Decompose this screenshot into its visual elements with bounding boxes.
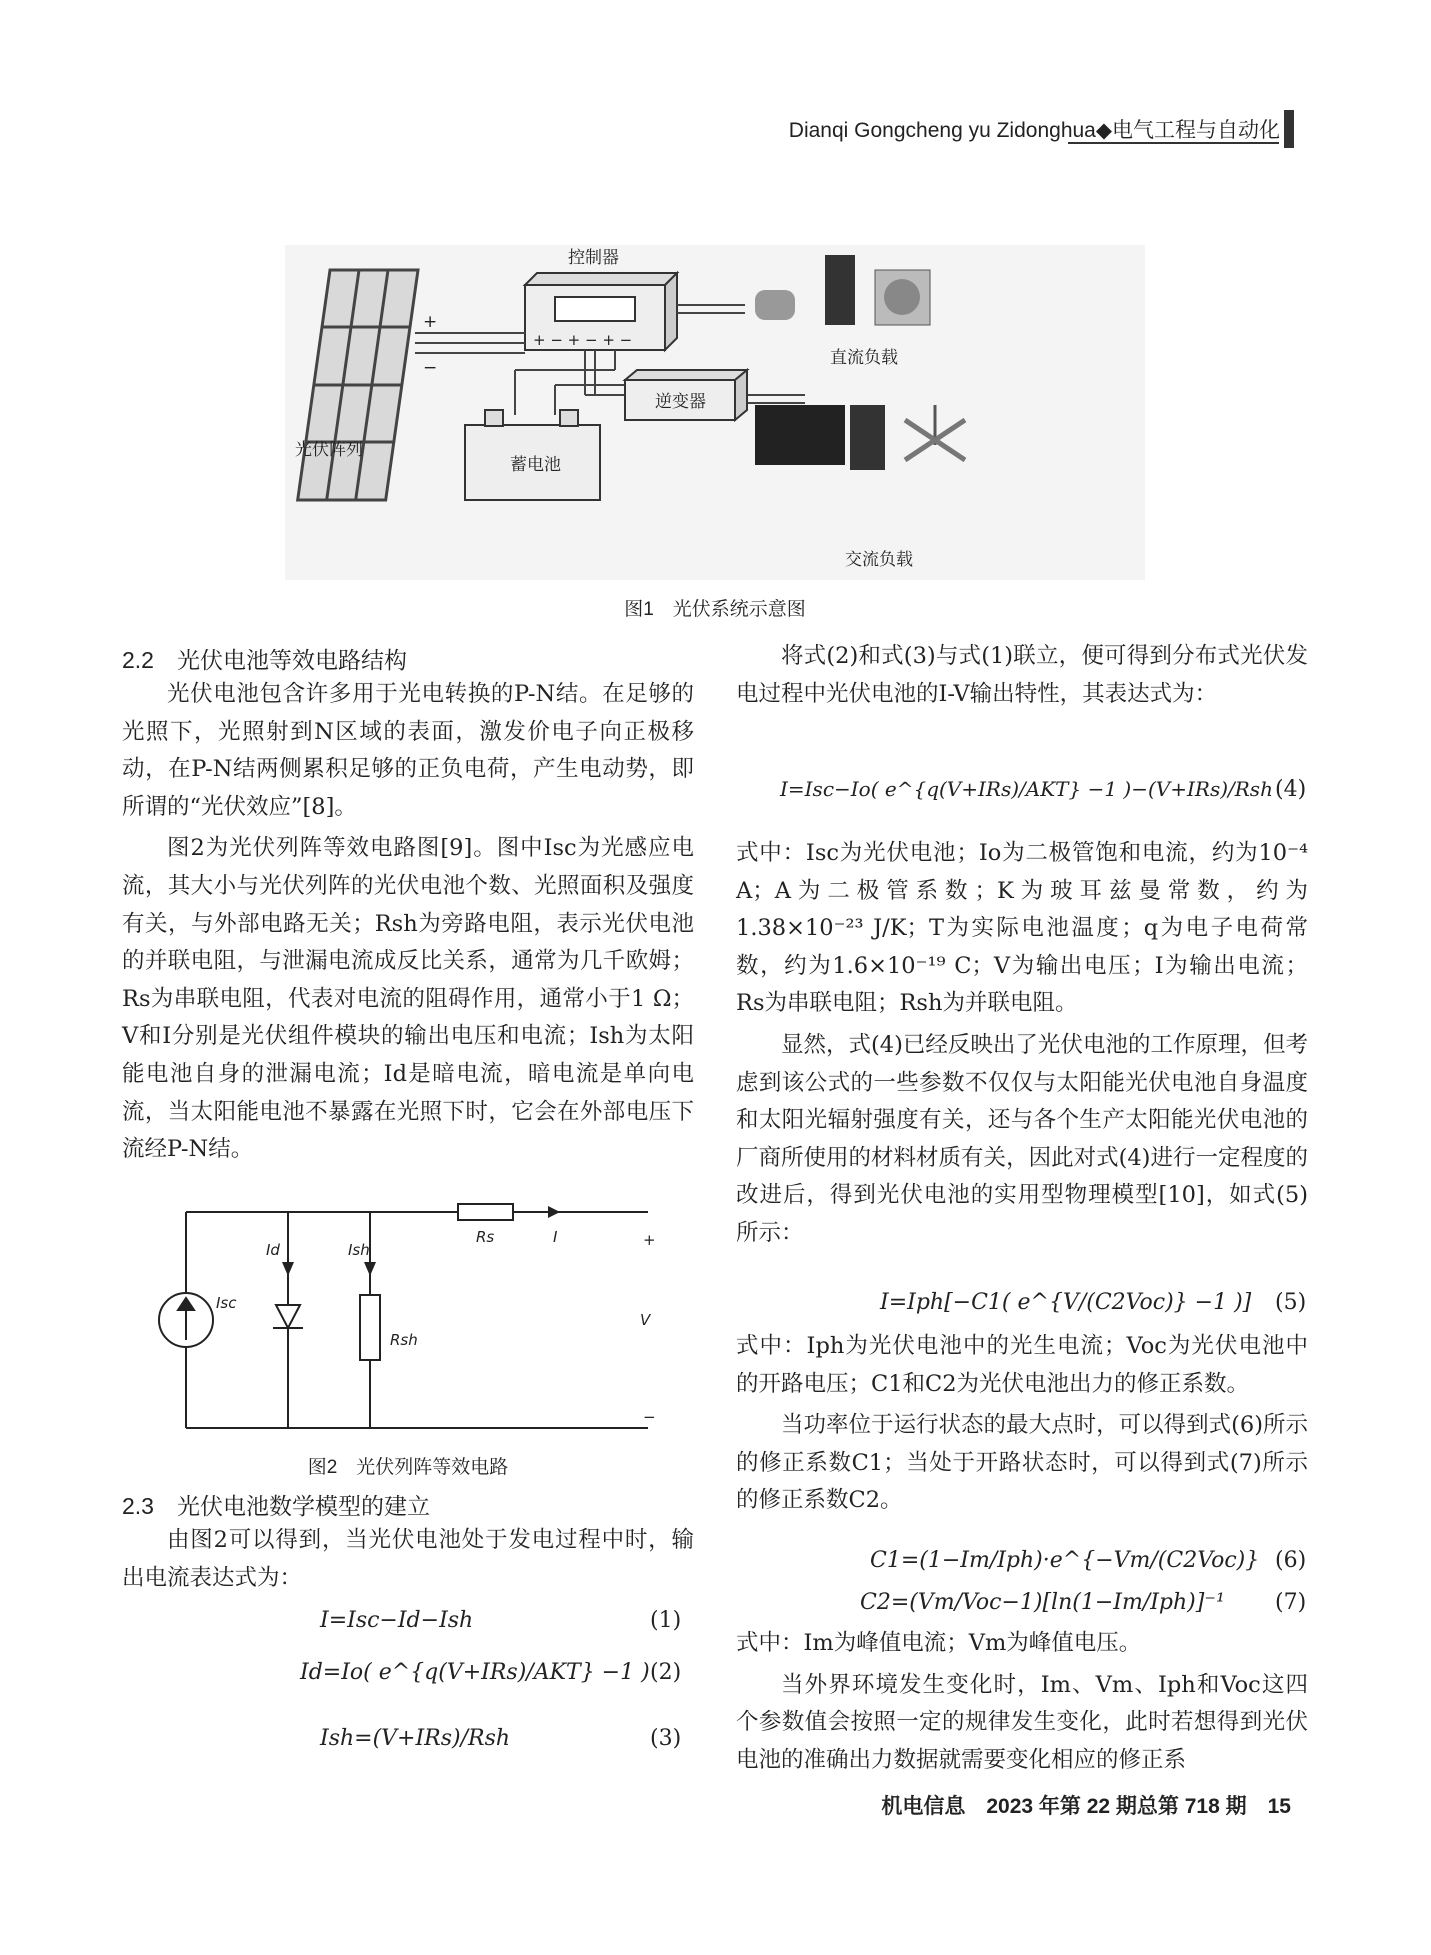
header-rule (1068, 142, 1279, 144)
right-column-intro (736, 638, 1308, 713)
equation-7: C2=(Vm/Voc−1)[ln(1−Im/Iph)]⁻¹ (860, 1590, 1225, 1615)
i-label: I (553, 1228, 558, 1246)
pv-plus-label: + (423, 312, 438, 332)
pv-array-label: 光伏阵列 (295, 440, 363, 460)
paragraph: 光伏电池包含许多用于光电转换的P-N结。在足够的光照下，光照射到N区域的表面，激发价电子向正极移动，在P-N结两侧累积足够的正负电荷，产生电动势，即所谓的“光伏效应”[8]。 (122, 681, 694, 820)
isc-label: Isc (216, 1294, 237, 1312)
equation-5: I=Iph[−C1( e^{V/(C2Voc)} −1 )] (880, 1290, 1252, 1315)
equation-7-number: (7) (1275, 1590, 1307, 1615)
paragraph: 图2为光伏列阵等效电路图[9]。图中Isc为光感应电流，其大小与光伏列阵的光伏电池个数、光照面积及强度有关，与外部电路无关；Rsh为旁路电阻，表示光伏电池的并联电阻，与泄漏电流成反比关系，通常为几千欧姆；Rs为串联电阻，代表对电流的阻碍作用，通常小于1 Ω；V和I分别是光伏组件模块的输出电压和电流；Ish为太阳能电池自身的泄漏电流；Id是暗电流，暗电流是单向电流，当太阳能电池不暴露在光照下时，它会在外部电压下流经P-N结。 (122, 835, 694, 1163)
equation-6: C1=(1−Im/Iph)·e^{−Vm/(C2Voc)} (870, 1548, 1260, 1573)
right-column-body-2 (736, 1328, 1308, 1520)
equation-6-number: (6) (1275, 1548, 1307, 1573)
controller-label: 控制器 (568, 248, 619, 268)
paragraph: 式中：Isc为光伏电池；Io为二极管饱和电流，约为10⁻⁴ A；A为二极管系数；K为玻耳兹曼常数，约为1.38×10⁻²³ J/K；T为实际电池温度；q为电子电荷常数，约为1.6×10⁻¹⁹ C；V为输出电压；I为输出电流；Rs为串联电阻；Rsh为并联电阻。 (736, 840, 1308, 1017)
section-2-2-body (122, 676, 694, 1169)
plus-label: + (643, 1231, 656, 1249)
rs-label: Rs (476, 1228, 495, 1246)
paragraph: 式中：Im为峰值电流；Vm为峰值电压。 (736, 1630, 1142, 1656)
ish-label: Ish (348, 1241, 370, 1259)
equation-1: I=Isc−Id−Ish (320, 1608, 474, 1633)
paragraph: 当功率位于运行状态的最大点时，可以得到式(6)所示的修正系数C1；当处于开路状态时，可以得到式(7)所示的修正系数C2。 (736, 1412, 1308, 1514)
dc-load-label: 直流负载 (830, 348, 898, 368)
equation-3-number: (3) (650, 1726, 682, 1751)
id-label: Id (266, 1241, 280, 1259)
controller-terminals: + − + − + − (533, 331, 633, 349)
rsh-label: Rsh (390, 1331, 418, 1349)
equation-1-number: (1) (650, 1608, 682, 1633)
header-bar (1284, 110, 1294, 148)
paragraph: 由图2可以得到，当光伏电池处于发电过程中时，输出电流表达式为： (122, 1527, 694, 1591)
section-2-3-body (122, 1522, 694, 1597)
pv-minus-label: − (423, 358, 438, 378)
right-column-body-3 (736, 1625, 1308, 1779)
battery-label: 蓄电池 (510, 455, 561, 475)
equation-3: Ish=(V+IRs)/Rsh (320, 1726, 511, 1751)
equation-2: Id=Io( e^{q(V+IRs)/AKT} −1 ) (300, 1660, 650, 1685)
running-header: Dianqi Gongcheng yu Zidonghua◆电气工程与自动化 (788, 119, 1280, 142)
minus-label: − (643, 1408, 656, 1426)
equation-4-number: (4) (1275, 777, 1307, 802)
equation-5-number: (5) (1275, 1290, 1307, 1315)
ac-load-label: 交流负载 (845, 550, 913, 570)
v-label: V (640, 1311, 651, 1329)
paragraph: 将式(2)和式(3)与式(1)联立，便可得到分布式光伏发电过程中光伏电池的I-V输出特性，其表达式为： (736, 643, 1308, 707)
inverter-label: 逆变器 (655, 392, 706, 412)
equation-4: I=Isc−Io( e^{q(V+IRs)/AKT} −1 )−(V+IRs)/Rsh (780, 777, 1273, 801)
figure-2-caption: 图2 光伏列阵等效电路 (307, 1457, 509, 1478)
figure-1-pv-system-diagram (285, 245, 1145, 580)
figure-2-equivalent-circuit (148, 1200, 668, 1440)
right-column-body-1 (736, 835, 1308, 1253)
paragraph: 式中：Iph为光伏电池中的光生电流；Voc为光伏电池中的开路电压；C1和C2为光伏电池出力的修正系数。 (736, 1333, 1308, 1397)
paragraph: 当外界环境发生变化时，Im、Vm、Iph和Voc这四个参数值会按照一定的规律发生变化，此时若想得到光伏电池的准确出力数据就需要变化相应的修正系 (736, 1671, 1308, 1773)
page-footer: 机电信息 2023 年第 22 期总第 718 期 15 (881, 1795, 1291, 1818)
figure-1-caption: 图1 光伏系统示意图 (624, 599, 806, 620)
paragraph: 显然，式(4)已经反映出了光伏电池的工作原理，但考虑到该公式的一些参数不仅仅与太阳能光伏电池自身温度和太阳光辐射强度有关，还与各个生产太阳能光伏电池的厂商所使用的材料材质有关，因此对式(4)进行一定程度的改进后，得到光伏电池的实用型物理模型[10]，如式(5)所示： (736, 1031, 1308, 1246)
equation-2-number: (2) (650, 1660, 682, 1685)
section-2-2-heading: 2.2 光伏电池等效电路结构 (122, 647, 407, 673)
section-2-3-heading: 2.3 光伏电池数学模型的建立 (122, 1493, 430, 1519)
